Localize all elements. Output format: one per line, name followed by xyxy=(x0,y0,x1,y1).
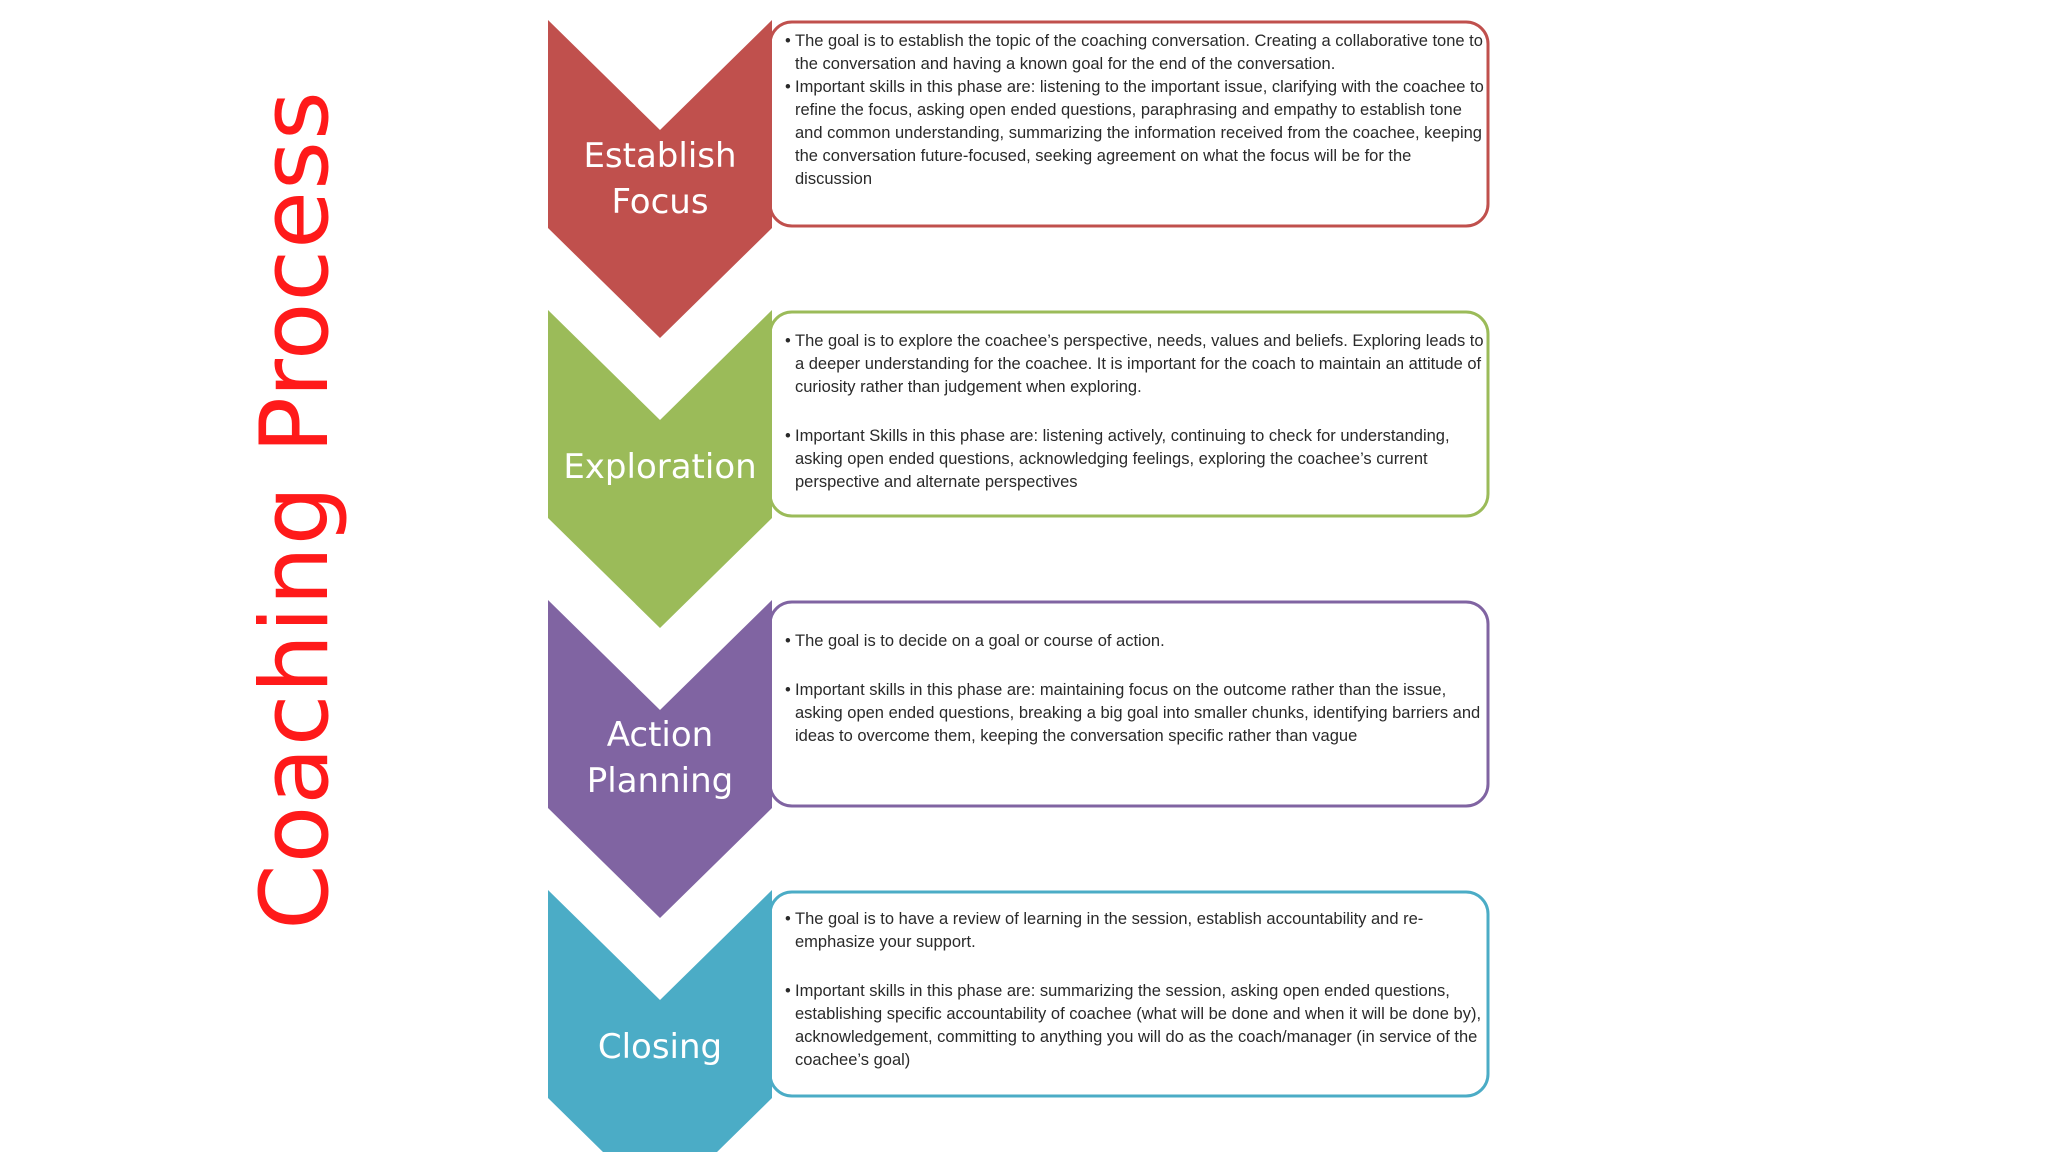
action-planning-text xyxy=(785,630,1485,748)
establish-focus-label-line1: Establish xyxy=(583,136,737,176)
closing-skills: • Important skills in this phase are: summarizing the session, asking open ended questions, establishing specific accountability of coachee (what will be done and when it will be done by), acknowledgement, committing to anything you will do as the coach/manager (in service of the coachee’s goal) xyxy=(785,980,1485,1072)
establish-focus-goal: • The goal is to establish the topic of the coaching conversation. Creating a collaborative tone to the conversation and having a known goal for the end of the conversation. xyxy=(785,30,1485,76)
establish-focus-label-line2: Focus xyxy=(611,182,709,222)
establish-focus-skills: • Important skills in this phase are: listening to the important issue, clarifying with the coachee to refine the focus, asking open ended questions, paraphrasing and empathy to establish tone and common understanding, summarizing the information received from the coachee, keeping the conversation future-focused, seeking agreement on what the focus will be for the discussion xyxy=(785,76,1485,191)
action-planning-goal: • The goal is to decide on a goal or course of action. xyxy=(785,630,1485,653)
exploration-goal: • The goal is to explore the coachee’s perspective, needs, values and beliefs. Exploring leads to a deeper understanding for the coachee. It is important for the coach to maintain an attitude of curiosity rather than judgement when exploring. xyxy=(785,330,1485,399)
establish-focus-chevron xyxy=(548,20,772,338)
exploration-skills: • Important Skills in this phase are: listening actively, continuing to check for understanding, asking open ended questions, acknowledging feelings, exploring the coachee’s current perspective and alternate perspectives xyxy=(785,425,1485,494)
action-planning-chevron xyxy=(548,600,772,918)
closing-chevron xyxy=(548,890,772,1152)
establish-focus-text xyxy=(785,30,1485,191)
closing-goal: • The goal is to have a review of learning in the session, establish accountability and re-emphasize your support. xyxy=(785,908,1485,954)
page-title: Coaching Process xyxy=(241,90,350,930)
action-planning-label-line2: Planning xyxy=(586,761,734,801)
exploration-text xyxy=(785,330,1485,494)
action-planning-skills: • Important skills in this phase are: maintaining focus on the outcome rather than the issue, asking open ended questions, breaking a big goal into smaller chunks, identifying barriers and ideas to overcome them, keeping the conversation specific rather than vague xyxy=(785,679,1485,748)
action-planning-label-line1: Action xyxy=(606,715,714,755)
closing-text xyxy=(785,908,1485,1072)
exploration-label: Exploration xyxy=(563,447,757,487)
closing-label: Closing xyxy=(597,1027,723,1067)
